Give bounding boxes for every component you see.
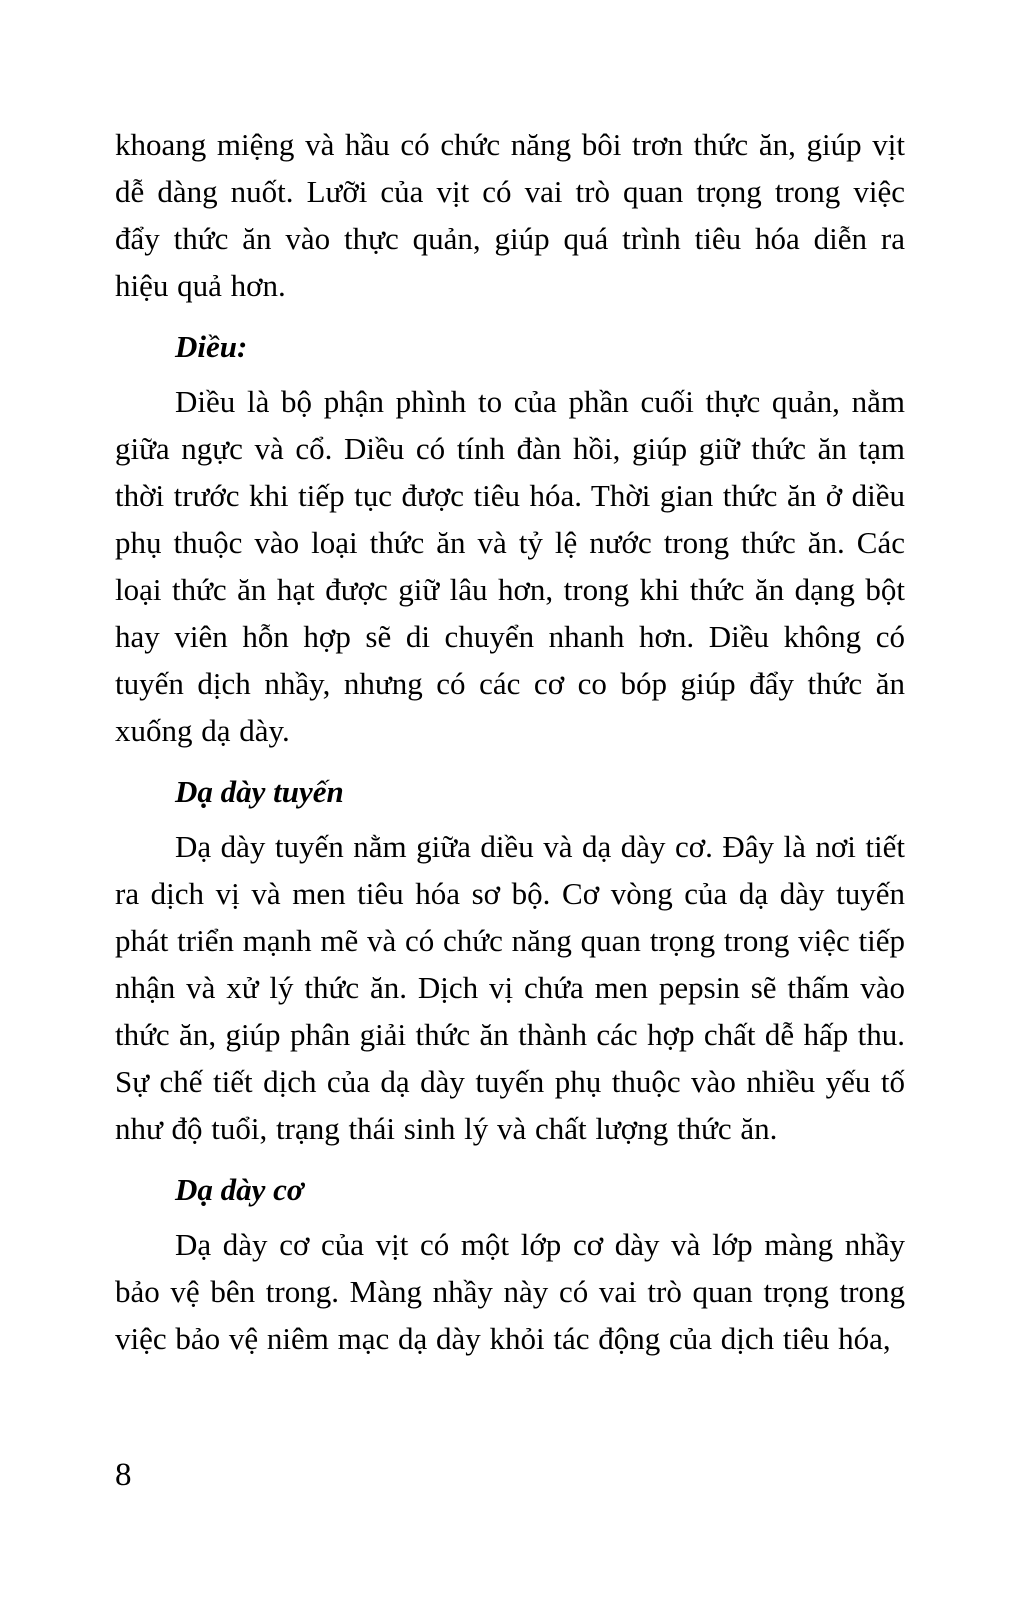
paragraph-da-day-co: Dạ dày cơ của vịt có một lớp cơ dày và lớp màng nhầy bảo vệ bên trong. Màng nhầy này có vai trò quan trọng trong việc bảo vệ niêm mạc dạ dày khỏi tác động của dịch tiêu hóa, bbox=[115, 1227, 905, 1356]
paragraph-oral-cavity-continuation: khoang miệng và hầu có chức năng bôi trơn thức ăn, giúp vịt dễ dàng nuốt. Lưỡi của vịt có vai trò quan trọng trong việc đẩy thức ăn vào thực quản, giúp quá trình tiêu hóa diễn ra hiệu quả hơn. bbox=[115, 127, 905, 303]
heading-dieu: Diều: bbox=[175, 329, 248, 364]
paragraph-dieu: Diều là bộ phận phình to của phần cuối thực quản, nằm giữa ngực và cổ. Diều có tính đàn hồi, giúp giữ thức ăn tạm thời trước khi tiếp tục được tiêu hóa. Thời gian thức ăn ở diều phụ thuộc vào loại thức ăn và tỷ lệ nước trong thức ăn. Các loại thức ăn hạt được giữ lâu hơn, trong khi thức ăn dạng bột hay viên hỗn hợp sẽ di chuyển nhanh hơn. Diều không có tuyến dịch nhầy, nhưng có các cơ co bóp giúp đẩy thức ăn xuống dạ dày. bbox=[115, 384, 905, 748]
page-number: 8 bbox=[115, 1457, 132, 1493]
heading-da-day-tuyen: Dạ dày tuyến bbox=[175, 774, 344, 809]
page-content bbox=[115, 121, 905, 1362]
paragraph-da-day-tuyen: Dạ dày tuyến nằm giữa diều và dạ dày cơ. Đây là nơi tiết ra dịch vị và men tiêu hóa sơ bộ. Cơ vòng của dạ dày tuyến phát triển mạnh mẽ và có chức năng quan trọng trong việc tiếp nhận và xử lý thức ăn. Dịch vị chứa men pepsin sẽ thấm vào thức ăn, giúp phân giải thức ăn thành các hợp chất dễ hấp thu. Sự chế tiết dịch của dạ dày tuyến phụ thuộc vào nhiều yếu tố như độ tuổi, trạng thái sinh lý và chất lượng thức ăn. bbox=[115, 829, 905, 1146]
heading-da-day-co: Dạ dày cơ bbox=[175, 1172, 304, 1207]
